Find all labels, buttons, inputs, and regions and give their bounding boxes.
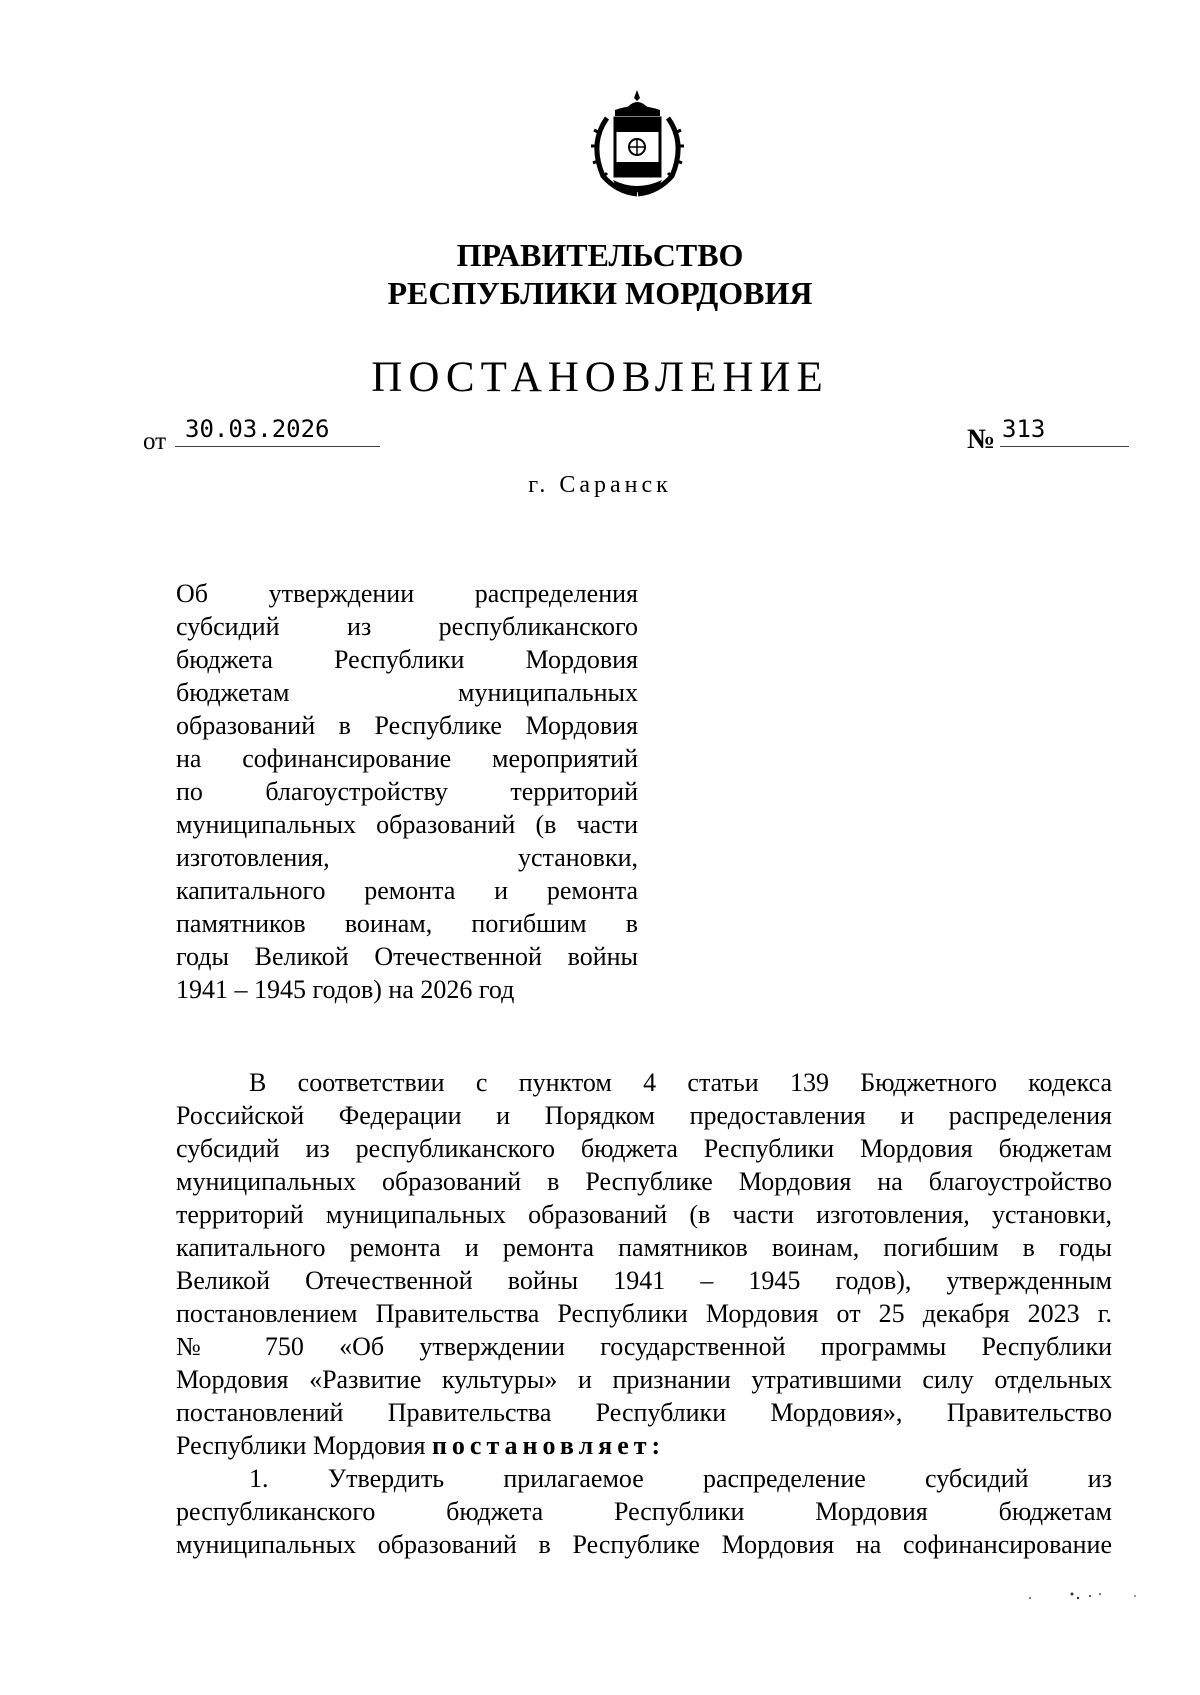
document-title — [176, 577, 638, 1006]
document-body — [176, 1066, 1112, 1561]
item-1-line: 1. Утвердить прилагаемое распределение субсидий из — [249, 1464, 1112, 1493]
decree-verb: постановляет: — [431, 1431, 666, 1460]
number-label: № — [967, 424, 996, 455]
preamble-line: территорий муниципальных образований (в части изготовления, установки, — [176, 1200, 1112, 1229]
decree-line-prefix: Республики Мордовия — [176, 1431, 432, 1460]
title-line: памятников воинам, погибшим в — [176, 909, 638, 938]
government-name-line-2: РЕСПУБЛИКИ МОРДОВИЯ — [387, 275, 813, 311]
title-line: изготовления, установки, — [176, 843, 638, 872]
decree-line — [176, 1429, 1112, 1462]
preamble-line: капитального ремонта и ремонта памятников воинам, погибшим в годы — [176, 1233, 1112, 1262]
document-type-heading: ПОСТАНОВЛЕНИЕ — [371, 354, 829, 401]
document-number: 313 — [1000, 412, 1129, 447]
preamble-line: Великой Отечественной войны 1941 – 1945 годов), утвержденным — [176, 1266, 1112, 1295]
date-label: от — [143, 428, 167, 455]
document-date: 30.03.2026 — [175, 412, 380, 447]
title-line: Об утверждении распределения — [176, 579, 638, 608]
item-1-line: республиканского бюджета Республики Мордовия бюджетам — [176, 1497, 1112, 1526]
government-name-line-1: ПРАВИТЕЛЬСТВО — [456, 237, 744, 273]
title-line: капитального ремонта и ремонта — [176, 876, 638, 905]
coat-of-arms-emblem — [585, 88, 690, 200]
title-line: 1941 – 1945 годов) на 2026 год — [176, 975, 515, 1004]
title-line: субсидий из республиканского — [176, 612, 638, 641]
title-line: на софинансирование мероприятий — [176, 744, 638, 773]
title-line: образований в Республике Мордовия — [176, 711, 638, 740]
preamble-line: Мордовия «Развитие культуры» и признании утратившими силу отдельных — [176, 1365, 1112, 1394]
title-line: по благоустройству территорий — [176, 777, 638, 806]
item-1-line: муниципальных образований в Республике Мордовия на софинансирование — [176, 1530, 1112, 1559]
preamble-line: № 750 «Об утверждении государственной программы Республики — [176, 1332, 1112, 1361]
preamble-line: Российской Федерации и Порядком предоставления и распределения — [176, 1101, 1112, 1130]
scan-noise — [1010, 1580, 1170, 1610]
preamble-line: В соответствии с пунктом 4 статьи 139 Бюджетного кодекса — [249, 1068, 1112, 1097]
preamble-line: постановлением Правительства Республики Мордовия от 25 декабря 2023 г. — [176, 1299, 1112, 1328]
preamble-line: постановлений Правительства Республики Мордовия», Правительство — [176, 1398, 1112, 1427]
title-line: бюджетам муниципальных — [176, 678, 638, 707]
title-line: бюджета Республики Мордовия — [176, 645, 638, 674]
title-line: муниципальных образований (в части — [176, 810, 638, 839]
preamble-line: муниципальных образований в Республике Мордовия на благоустройство — [176, 1167, 1112, 1196]
title-line: годы Великой Отечественной войны — [176, 942, 638, 971]
city-name: г. Саранск — [528, 472, 672, 498]
preamble-line: субсидий из республиканского бюджета Республики Мордовия бюджетам — [176, 1134, 1112, 1163]
